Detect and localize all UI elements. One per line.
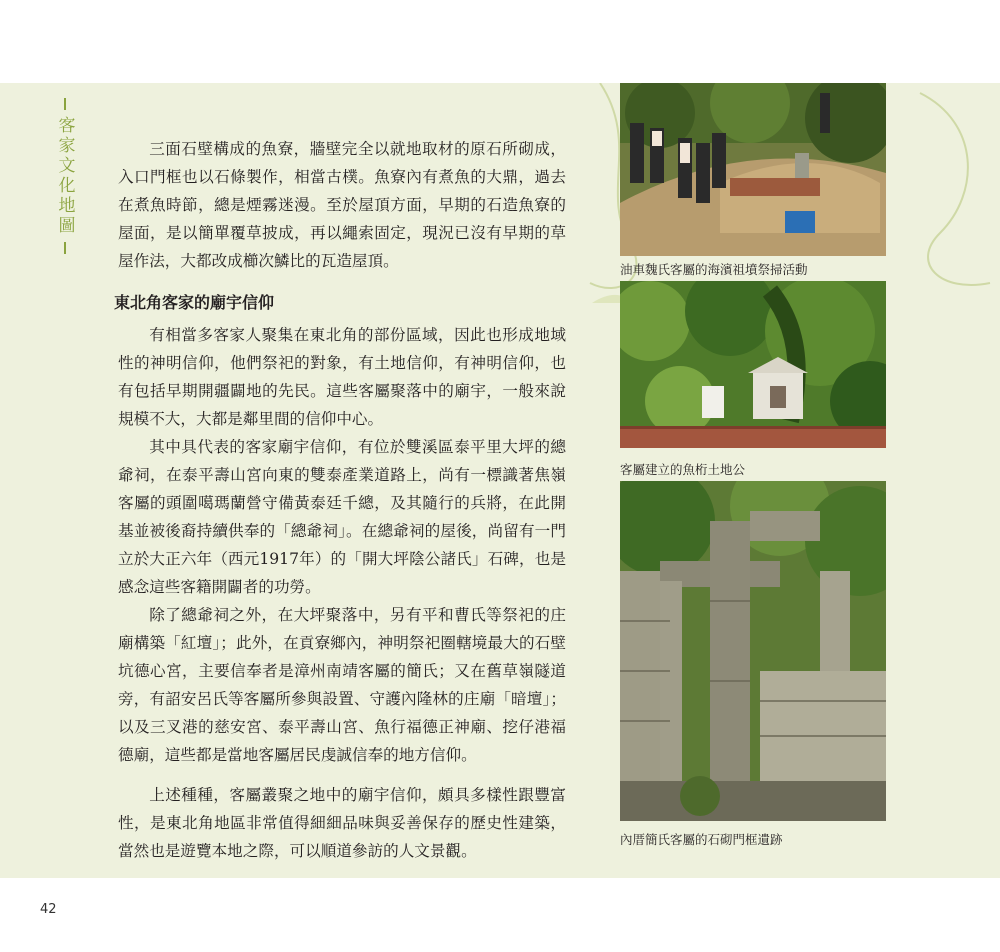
sidebar-dash xyxy=(64,98,66,110)
sidebar-dash xyxy=(64,242,66,254)
section-sidebar xyxy=(52,96,78,256)
article-body xyxy=(114,135,566,865)
photo-earth-god-shrine xyxy=(620,281,886,448)
paragraph-zongye-shrine: 其中具代表的客家廟宇信仰，有位於雙溪區泰平里大坪的總爺祠，在泰平壽山宮向東的雙泰產業道路上，尚有一標識著焦嶺客屬的頭圍噶瑪蘭營守備黃泰廷千總，及其隨行的兵將，在此開基並被後裔持續供奉的「總爺祠」。在總爺祠的屋後，尚留有一門立於大正六年（西元1917年）的「開大坪陰公諸氏」石碑，也是感念這些客籍開闢者的功勞。 xyxy=(118,438,566,596)
section-heading: 東北角客家的廟宇信仰 xyxy=(114,293,275,312)
photo-stone-doorframe xyxy=(620,481,886,821)
sidebar-title: 客家文化地圖 xyxy=(54,116,75,236)
paragraph-fish-hut: 三面石壁構成的魚寮，牆壁完全以就地取材的原石所砌成，入口門框也以石條製作，相當古樸。魚寮內有煮魚的大鼎，過去在煮魚時節，總是煙霧迷漫。至於屋頂方面，早期的石造魚寮的屋面，是以簡單覆草披成，再以繩索固定，現況已沒有早期的草屋作法，大都改成櫛次鱗比的瓦造屋頂。 xyxy=(118,140,566,270)
page-number: 42 xyxy=(40,902,57,917)
paragraph-other-temples: 除了總爺祠之外，在大坪聚落中，另有平和曹氏等祭祀的庄廟構築「紅壇」；此外，在貢寮鄉內，神明祭祀圈轄境最大的石壁坑德心宮，主要信奉者是漳州南靖客屬的簡氏；又在舊草嶺隧道旁，有詔安呂氏等客屬所參與設置、守護內隆林的庄廟「暗壇」；以及三叉港的慈安宮、泰平壽山宮、魚行福德正神廟、挖仔港福德廟，這些都是當地客屬居民虔誠信奉的地方信仰。 xyxy=(118,606,566,764)
photo-tomb-sweeping xyxy=(620,83,886,256)
caption-photo-3: 內厝簡氏客屬的石砌門框遺跡 xyxy=(620,832,783,847)
caption-photo-2: 客屬建立的魚桁土地公 xyxy=(620,462,746,477)
paragraph-conclusion: 上述種種，客屬叢聚之地中的廟宇信仰，頗具多樣性跟豐富性，是東北角地區非常值得細細品味與妥善保存的歷史性建築，當然也是遊覽本地之際，可以順道參訪的人文景觀。 xyxy=(118,786,566,860)
caption-photo-1: 油車魏氏客屬的海濱祖墳祭掃活動 xyxy=(620,262,808,277)
paragraph-intro: 有相當多客家人聚集在東北角的部份區域，因此也形成地域性的神明信仰，他們祭祀的對象，有土地信仰，有神明信仰，也有包括早期開疆闢地的先民。這些客屬聚落中的廟宇，一般來說規模不大，大都是鄰里間的信仰中心。 xyxy=(118,326,566,428)
